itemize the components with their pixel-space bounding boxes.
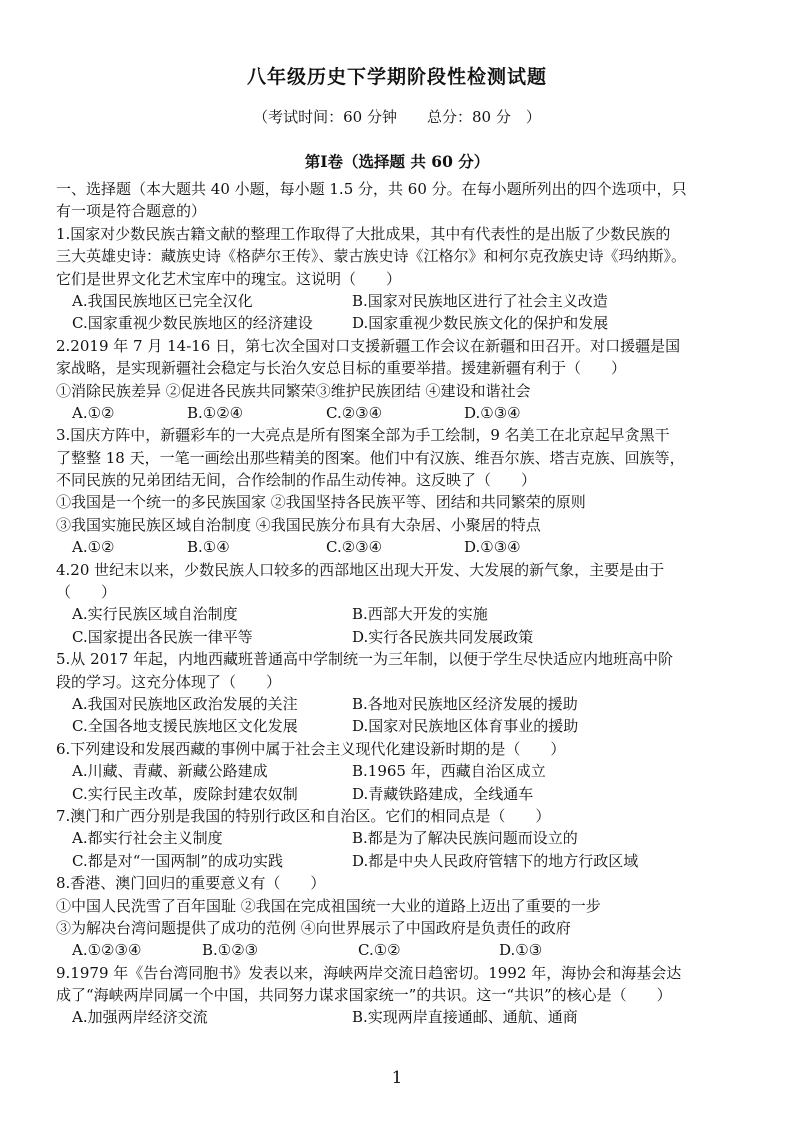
option-row	[56, 939, 766, 961]
question-7	[56, 805, 766, 872]
answer-option[interactable]: C.国家重视少数民族地区的经济建设	[72, 314, 313, 333]
answer-option[interactable]: B.国家对民族地区进行了社会主义改造	[352, 291, 608, 310]
answer-option[interactable]: D.青藏铁路建成，全线通车	[352, 784, 534, 803]
question-2	[56, 335, 766, 425]
answer-option[interactable]: D.①③④	[464, 538, 521, 557]
question-4	[56, 559, 766, 649]
statement-line: ③我国实施民族区域自治制度 ④我国民族分布具有大杂居、小聚居的特点	[56, 515, 541, 534]
option-row	[56, 693, 766, 715]
answer-option[interactable]: A.川藏、青藏、新藏公路建成	[72, 762, 268, 781]
exam-title: 八年级历史下学期阶段性检测试题	[246, 66, 547, 88]
answer-option[interactable]: C.②③④	[326, 538, 383, 557]
question-stem-line: 9.1979 年《告台湾同胞书》发表以来，海峡两岸交流日趋密切。1992 年，海协会和海基会达	[56, 963, 682, 982]
answer-option[interactable]: C.实行民主改革，废除封建农奴制	[72, 784, 298, 803]
exam-body	[56, 178, 766, 1029]
answer-option[interactable]: B.各地对民族地区经济发展的援助	[352, 694, 578, 713]
answer-option[interactable]: B.西部大开发的实施	[352, 605, 488, 624]
answer-option[interactable]: A.①②	[72, 538, 115, 557]
answer-option[interactable]: C.②③④	[326, 403, 383, 422]
answer-option[interactable]: C.国家提出各民族一律平等	[72, 627, 253, 646]
section-heading: 第Ⅰ卷（选择题 共 60 分）	[304, 152, 490, 171]
question-stem-line: 6.下列建设和发展西藏的事例中属于社会主义现代化建设新时期的是（ ）	[56, 739, 566, 758]
question-stem-line: 三大英雄史诗：藏族史诗《格萨尔王传》、蒙古族史诗《江格尔》和柯尔克孜族史诗《玛纳斯》。	[56, 247, 687, 266]
answer-option[interactable]: D.国家重视少数民族文化的保护和发展	[352, 314, 609, 333]
answer-option[interactable]: B.①④	[187, 538, 230, 557]
question-stem-line: 成了“海峡两岸同属一个中国，共同努力谋求国家统一”的共识。这一“共识”的核心是（ ）	[56, 986, 672, 1005]
option-row	[56, 626, 766, 648]
question-stem-line: 4.20 世纪末以来，少数民族人口较多的西部地区出现大开发、大发展的新气象，主要是由于	[56, 560, 665, 579]
option-row	[56, 827, 766, 849]
option-row	[56, 603, 766, 625]
instruction-line: 一、选择题（本大题共 40 小题，每小题 1.5 分，共 60 分。在每小题所列出的四个选项中，只	[56, 180, 687, 198]
page-number: 1	[391, 1068, 403, 1088]
answer-option[interactable]: A.加强两岸经济交流	[72, 1008, 208, 1027]
statement-line: ①我国是一个统一的多民族国家 ②我国坚持各民族平等、团结和共同繁荣的原则	[56, 493, 586, 512]
question-1	[56, 223, 766, 335]
instruction-line: 有一项是符合题意的）	[56, 202, 207, 221]
option-row	[56, 715, 766, 737]
option-row	[56, 1006, 766, 1028]
question-stem-line: 2.2019 年 7 月 14-16 日，第七次全国对口支援新疆工作会议在新疆和田召开。对口援疆是国	[56, 336, 681, 355]
answer-option[interactable]: A.我国民族地区已完全汉化	[72, 291, 253, 310]
option-row	[56, 312, 766, 334]
option-row	[56, 760, 766, 782]
answer-option[interactable]: C.①②	[358, 941, 401, 960]
question-stem-line: 段的学习。这充分体现了（ ）	[56, 672, 282, 691]
answer-option[interactable]: A.①②	[72, 403, 115, 422]
answer-option[interactable]: B.都是为了解决民族问题而设立的	[352, 829, 578, 848]
question-3	[56, 424, 766, 558]
answer-option[interactable]: D.都是中央人民政府管辖下的地方行政区域	[352, 851, 639, 870]
question-9	[56, 962, 766, 1029]
answer-option[interactable]: A.①②③④	[72, 941, 142, 960]
answer-option[interactable]: B.①②③	[202, 941, 259, 960]
option-row	[56, 850, 766, 872]
statement-line: ①消除民族差异 ②促进各民族共同繁荣③维护民族团结 ④建设和谐社会	[56, 381, 531, 400]
statement-line: ①中国人民洗雪了百年国耻 ②我国在完成祖国统一大业的道路上迈出了重要的一步	[56, 896, 601, 915]
option-row	[56, 536, 766, 558]
answer-option[interactable]: A.实行民族区域自治制度	[72, 605, 238, 624]
question-stem-line: 不同民族的兄弟团结无间，合作绘制的作品生动传神。这反映了（ ）	[56, 471, 537, 490]
question-stem-line: 8.香港、澳门回归的重要意义有（ ）	[56, 874, 326, 893]
question-5	[56, 648, 766, 738]
question-stem-line: （ ）	[56, 583, 117, 602]
answer-option[interactable]: B.1965 年，西藏自治区成立	[352, 762, 546, 781]
option-row	[56, 402, 766, 424]
answer-option[interactable]: D.国家对民族地区体育事业的援助	[352, 717, 579, 736]
statement-line: ③为解决台湾问题提供了成功的范例 ④向世界展示了中国政府是负责任的政府	[56, 918, 571, 937]
answer-option[interactable]: A.都实行社会主义制度	[72, 829, 223, 848]
question-stem-line: 5.从 2017 年起，内地西藏班普通高中学制统一为三年制，以便于学生尽快适应内地班高中阶	[56, 650, 674, 669]
answer-option[interactable]: D.①③④	[464, 403, 521, 422]
option-row	[56, 783, 766, 805]
answer-option[interactable]: A.我国对民族地区政治发展的关注	[72, 694, 298, 713]
question-stem-line: 家战略，是实现新疆社会稳定与长治久安总目标的重要举措。援建新疆有利于（ ）	[56, 359, 627, 378]
answer-option[interactable]: B.实现两岸直接通邮、通航、通商	[352, 1008, 578, 1027]
question-8	[56, 872, 766, 962]
question-6	[56, 738, 766, 805]
question-stem-line: 1.国家对少数民族古籍文献的整理工作取得了大批成果，其中有代表性的是出版了少数民族的	[56, 224, 671, 243]
option-row	[56, 290, 766, 312]
question-stem-line: 7.澳门和广西分别是我国的特别行政区和自治区。它们的相同点是（ ）	[56, 806, 551, 825]
question-stem-line: 3.国庆方阵中，新疆彩车的一大亮点是所有图案全部为手工绘制，9 名美工在北京起早贪黑干	[56, 426, 670, 445]
answer-option[interactable]: D.实行各民族共同发展政策	[352, 627, 534, 646]
answer-option[interactable]: B.①②④	[187, 403, 244, 422]
question-stem-line: 了整整 18 天，一笔一画绘出那些精美的图案。他们中有汉族、维吾尔族、塔吉克族、回族等，	[56, 448, 685, 467]
answer-option[interactable]: C.全国各地支援民族地区文化发展	[72, 717, 298, 736]
exam-subtitle: （考试时间：60 分钟 总分：80 分 ）	[253, 108, 541, 126]
answer-option[interactable]: D.①③	[499, 941, 543, 960]
answer-option[interactable]: C.都是对“一国两制”的成功实践	[72, 851, 284, 870]
question-stem-line: 它们是世界文化艺术宝库中的瑰宝。这说明（ ）	[56, 269, 402, 288]
